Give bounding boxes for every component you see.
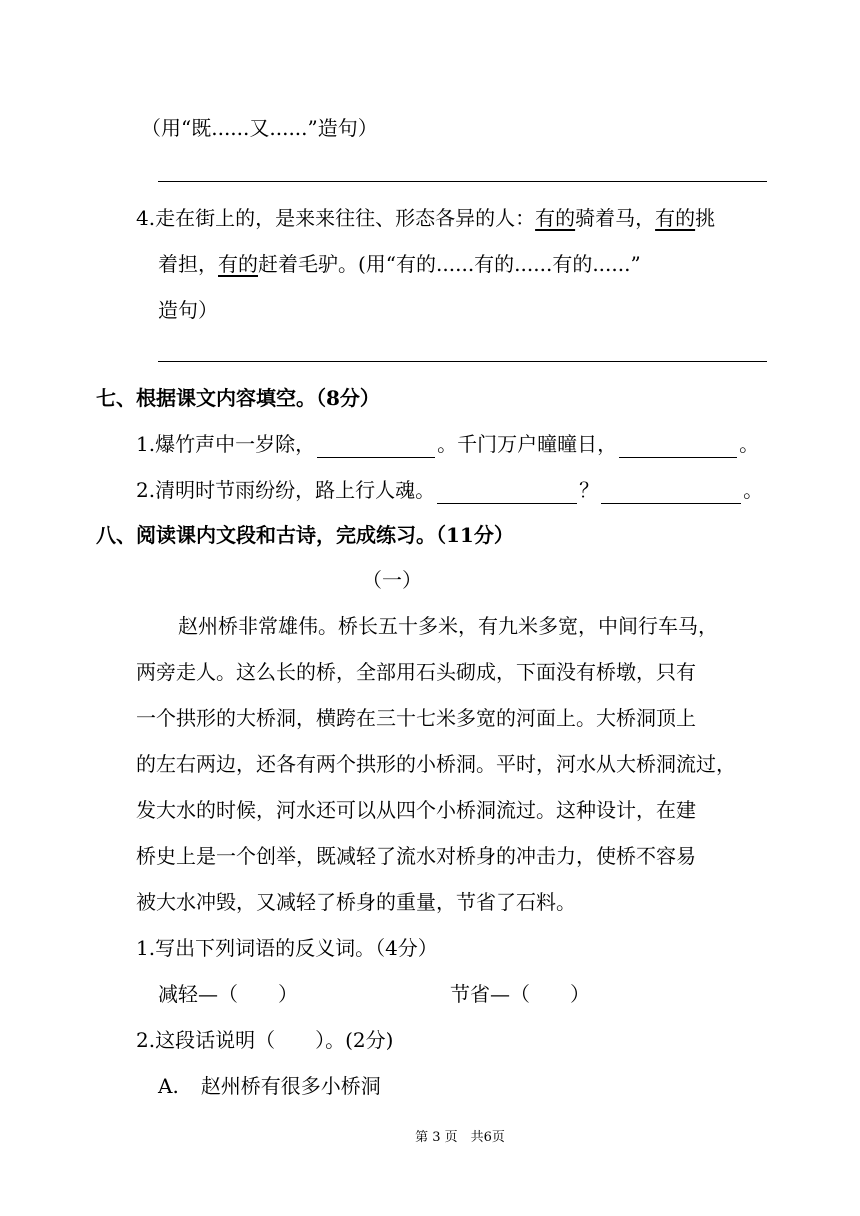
q4-line3: 造句） [158,298,218,322]
item1-text-b: 。千门万户曈曈日， [437,432,618,456]
underlined-you-de-2: 有的 [655,206,696,230]
q4-text-part5: 赶着毛驴。 [258,252,358,276]
section7-item2 [136,476,763,504]
q4-text-part1: 走在街上的，是来来往往、形态各异的人： [155,206,536,230]
q4-line1 [136,204,715,232]
fill-blank-2[interactable] [619,435,737,458]
q4-text-part3: 挑 [695,206,716,230]
q4-instruction: (用“有的......有的......有的......” [358,252,641,276]
answer-line-q4 [158,361,767,362]
section7-title: 七、根据课文内容填空。（8分） [96,386,380,410]
q4-number: 4. [136,206,156,230]
q3-instruction: （用“既......又......”造句） [141,116,378,140]
answer-line-q3 [158,181,767,182]
q4-line2 [158,250,641,278]
passage-line-7: 被大水冲毁，又减轻了桥身的重量，节省了石料。 [136,890,576,914]
fill-blank-3[interactable] [437,481,577,504]
fill-blank-1[interactable] [317,435,435,458]
passage-line-5: 发大水的时候，河水还可以从四个小桥洞流过。这种设计，在建 [136,798,696,822]
passage-line-3: 一个拱形的大桥洞，横跨在三十七米多宽的河面上。大桥洞顶上 [136,706,696,730]
question-1: 1.写出下列词语的反义词。（4分） [136,936,438,960]
passage-line-1: 赵州桥非常雄伟。桥长五十多米，有九米多宽，中间行车马， [178,614,718,638]
option-a-text: 赵州桥有很多小桥洞 [200,1074,381,1098]
question-2: 2.这段话说明（ ）。(2分) [136,1028,394,1052]
item1-text-c: 。 [739,432,760,456]
antonym-item-2: 节省—（ ） [450,982,590,1006]
q4-text-part2: 骑着马， [575,206,656,230]
passage-subtitle: （一） [362,568,422,592]
passage-line-2: 两旁走人。这么长的桥，全部用石头砌成，下面没有桥墩，只有 [136,660,696,684]
page-footer: 第 3 页 共6页 [415,1130,505,1145]
item2-text-c: 。 [743,478,764,502]
q4-text-part4: 着担， [158,252,218,276]
item1-text-a: 1.爆竹声中一岁除， [136,432,316,456]
item2-text-b: ？ [579,478,600,502]
fill-blank-4[interactable] [601,481,741,504]
option-a[interactable] [158,1072,381,1100]
section7-item1 [136,430,759,458]
passage-line-6: 桥史上是一个创举，既减轻了流水对桥身的冲击力，使桥不容易 [136,844,696,868]
option-a-label: A. [158,1074,179,1098]
section8-title: 八、阅读课内文段和古诗，完成练习。（11分） [96,523,514,547]
item2-text-a: 2.清明时节雨纷纷，路上行人魂。 [136,478,436,502]
underlined-you-de-3: 有的 [218,252,258,276]
antonym-item-1: 减轻—（ ） [158,982,298,1006]
underlined-you-de-1: 有的 [535,206,576,230]
passage-line-4: 的左右两边，还各有两个拱形的小桥洞。平时，河水从大桥洞流过， [136,752,736,776]
